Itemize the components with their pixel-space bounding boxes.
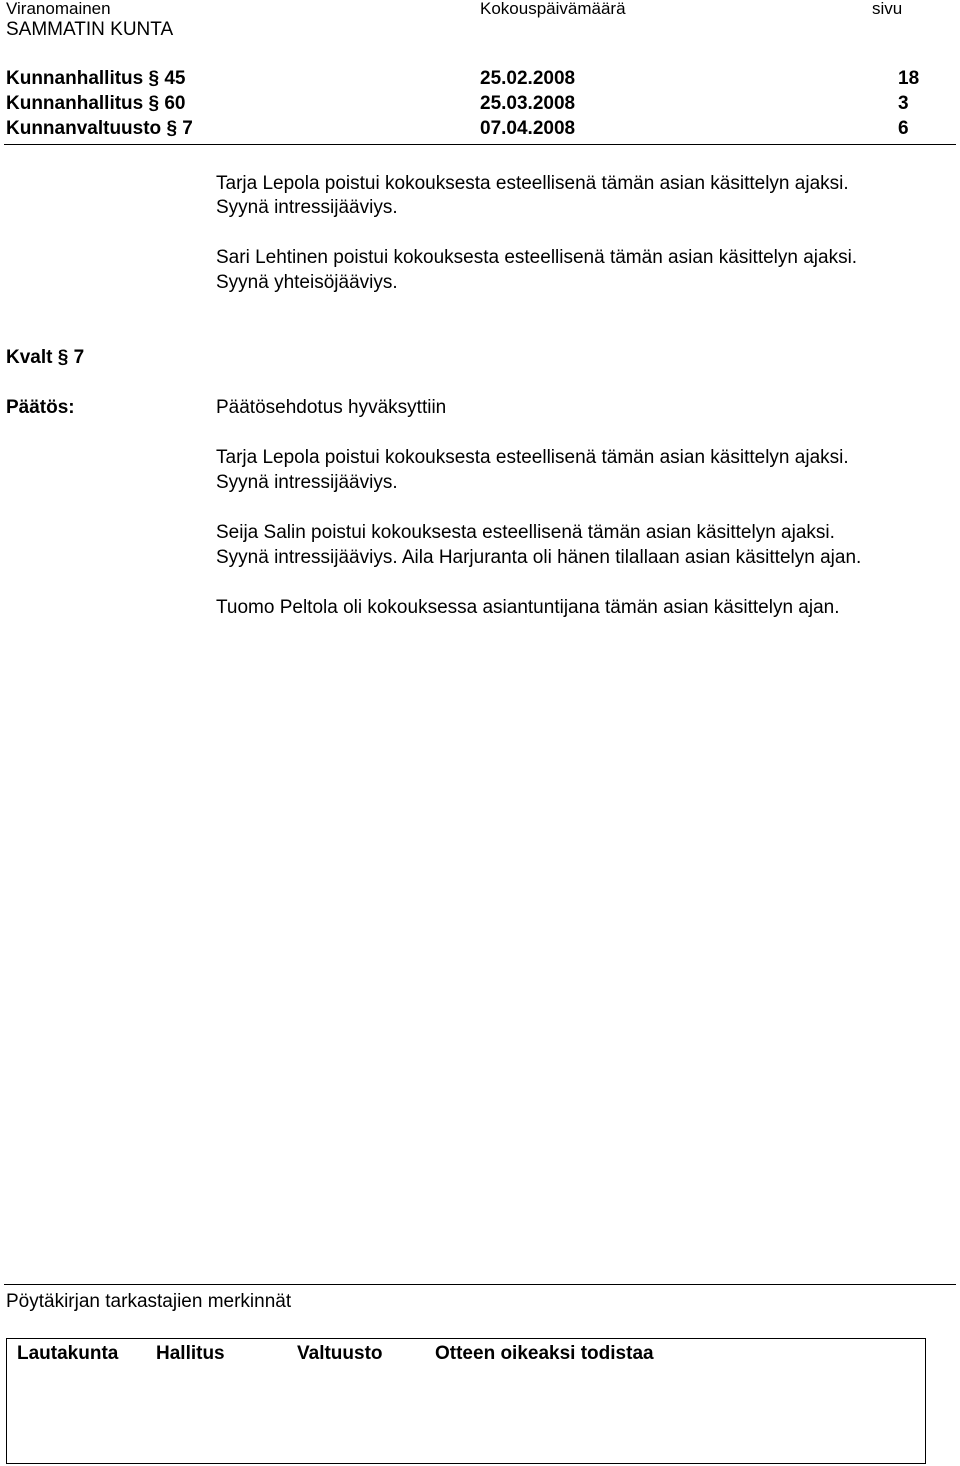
paragraph-line: Seija Salin poistui kokouksesta esteellisenä tämän asian käsittelyn ajaksi. <box>216 522 835 543</box>
header-date-label: Kokouspäivämäärä <box>480 0 626 18</box>
organization-name: SAMMATIN KUNTA <box>6 19 174 40</box>
meeting-date: 07.04.2008 <box>480 118 576 139</box>
paragraph-line: Syynä yhteisöjääviys. <box>216 272 398 293</box>
meeting-date: 25.02.2008 <box>480 68 576 89</box>
paragraph-line: Sari Lehtinen poistui kokouksesta esteellisenä tämän asian käsittelyn ajaksi. <box>216 247 858 268</box>
meeting-page: 6 <box>898 118 909 139</box>
meeting-page: 3 <box>898 93 909 114</box>
header-divider <box>4 144 956 145</box>
header-page-label: sivu <box>872 0 903 18</box>
reviewers-label: Pöytäkirjan tarkastajien merkinnät <box>6 1291 292 1312</box>
meeting-body: Kunnanhallitus § 60 <box>6 93 186 114</box>
signature-column-header: Otteen oikeaksi todistaa <box>435 1343 654 1364</box>
signature-column-header: Valtuusto <box>297 1343 383 1364</box>
signature-column-header: Hallitus <box>156 1343 225 1364</box>
paragraph-line: Tarja Lepola poistui kokouksesta esteellisenä tämän asian käsittelyn ajaksi. <box>216 447 849 468</box>
paragraph-line: Tuomo Peltola oli kokouksessa asiantuntijana tämän asian käsittelyn ajan. <box>216 597 840 618</box>
decision-label: Päätös: <box>6 397 75 418</box>
paragraph-line: Tarja Lepola poistui kokouksesta esteellisenä tämän asian käsittelyn ajaksi. <box>216 173 849 194</box>
decision-text: Päätösehdotus hyväksyttiin <box>216 397 447 418</box>
signature-column-header: Lautakunta <box>17 1343 119 1364</box>
paragraph-line: Syynä intressijääviys. Aila Harjuranta oli hänen tilallaan asian käsittelyn ajan. <box>216 547 862 568</box>
paragraph-line: Syynä intressijääviys. <box>216 197 398 218</box>
signature-table <box>6 1338 926 1464</box>
header-authority-label: Viranomainen <box>6 0 111 18</box>
meeting-body: Kunnanvaltuusto § 7 <box>6 118 193 139</box>
meeting-page: 18 <box>898 68 920 89</box>
meeting-date: 25.03.2008 <box>480 93 576 114</box>
section-heading: Kvalt § 7 <box>6 347 85 368</box>
meeting-body: Kunnanhallitus § 45 <box>6 68 186 89</box>
footer-divider <box>4 1284 956 1285</box>
paragraph-line: Syynä intressijääviys. <box>216 472 398 493</box>
